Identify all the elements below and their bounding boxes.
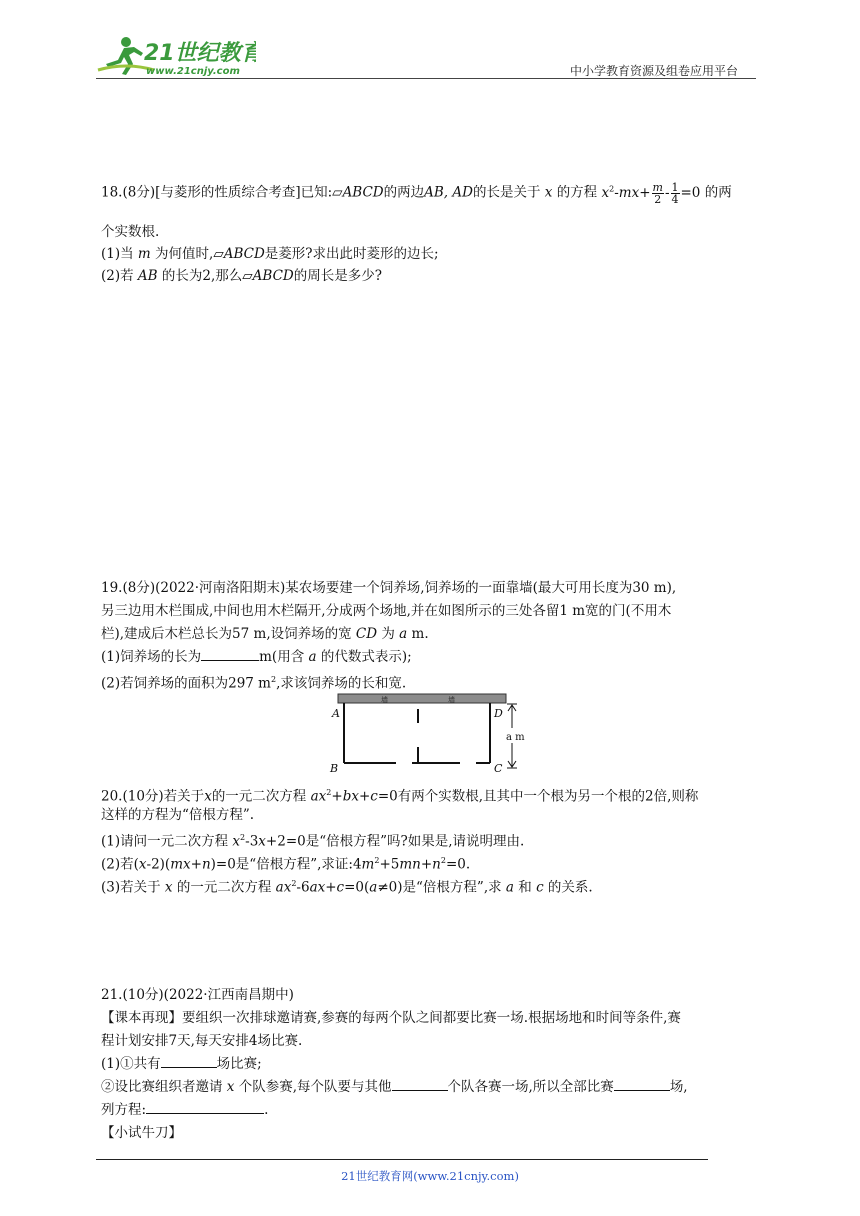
q19-line1: 19.(8分)(2022·河南洛阳期末)某农场要建一个饲养场,饲养场的一面靠墙(最大可用长度为30 m), (101, 580, 677, 596)
q21-part1: (1)①共有 场比赛; (101, 1053, 262, 1075)
answer-blank (161, 1053, 217, 1068)
q21-line1: 21.(10分)(2022·江西南昌期中) (101, 987, 294, 1003)
label-A: A (332, 707, 340, 720)
runner-logo-icon (96, 34, 256, 78)
logo-sub-text: www.21cnjy.com (146, 66, 240, 77)
q18-equation: $x^2-mx+$ $\frac{m}{2}$ - $\frac{1}{4}$ =0 (601, 180, 701, 206)
footer-divider (96, 1159, 708, 1160)
q21-part2: ②设比赛组织者邀请 x 个队参赛,每个队要与其他 个队各赛一场,所以全部比赛 场, (101, 1076, 688, 1098)
fraction-1-over-4: $\frac{1}{4}$ (671, 180, 679, 206)
q19-line2: 另三边用木栏围成,中间也用木栏隔开,分成两个场地,并在如图所示的三处各留1 m宽的门(不用木 (101, 603, 672, 619)
label-D: D (494, 707, 503, 720)
q20-part1: (1)请问一元二次方程 $x^2-3x+2=0$是“倍根方程”吗?如果是,请说明理由. (101, 833, 525, 850)
answer-blank (392, 1076, 448, 1091)
q18-part1: (1)当 m 为何值时,▱ABCD是菱形?求出此时菱形的边长; (101, 246, 439, 262)
q19-part2: (2)若饲养场的面积为297 $m^2$,求该饲养场的长和宽. (101, 675, 407, 692)
q18-part2: (2)若 AB 的长为2,那么▱ABCD的周长是多少? (101, 268, 382, 284)
answer-blank (614, 1076, 670, 1091)
q19-line3: 栏),建成后木栏总长为57 m,设饲养场的宽 CD 为 a m. (101, 626, 429, 642)
label-C: C (494, 762, 503, 775)
header-divider (96, 78, 756, 79)
q20-part3: (3)若关于 x 的一元二次方程 $ax^2-6ax+c=0(a\ne 0)$是“倍根方程”,求 a 和 c 的关系. (101, 879, 593, 896)
site-logo (96, 34, 256, 78)
header-platform-text: 中小学教育资源及组卷应用平台 (570, 64, 739, 78)
q21-part3: 列方程: . (101, 1099, 268, 1121)
wall-label-1: 墙 (381, 696, 388, 704)
q18-line1: 18.(8分)[与菱形的性质综合考查]已知:▱ABCD的两边AB, AD的长是关于 x 的方程 $x^2-mx+$ $\frac{m}{2}$ - $\frac{1}{4}$ =0 的两 (101, 180, 732, 206)
logo-main-text: 21世纪教育 (144, 41, 256, 66)
fraction-m-over-2: $\frac{m}{2}$ (652, 180, 663, 206)
pen-figure (328, 693, 533, 775)
q21-line2: 【课本再现】要组织一次排球邀请赛,参赛的每两个队之间都要比赛一场.根据场地和时间等条件,赛 (101, 1010, 681, 1026)
answer-blank (146, 1099, 264, 1114)
q21-line-last: 【小试牛刀】 (101, 1125, 182, 1141)
wall-bar (338, 694, 506, 703)
q20-part2: (2)若(x-2)(mx+n)=0是“倍根方程”,求证$:4m^2+5mn+n^2=0$. (101, 856, 471, 873)
q21-line3: 程计划安排7天,每天安排4场比赛. (101, 1033, 303, 1049)
q18-line2: 个实数根. (101, 224, 160, 240)
wall-label-2: 墙 (448, 696, 455, 704)
label-B: B (330, 762, 339, 775)
q20-line2: 这样的方程为“倍根方程”. (101, 807, 255, 823)
q20-line1: 20.(10分)若关于x的一元二次方程 $ax^2+bx+c=0$有两个实数根,且其中一个根为另一个根的2倍,则称 (101, 788, 699, 805)
dimension-label: a m (506, 732, 525, 743)
footer-site-link[interactable]: 21世纪教育网(www.21cnjy.com) (341, 1169, 519, 1183)
answer-blank (201, 646, 259, 661)
q19-part1: (1)饲养场的长为 m(用含 a 的代数式表示); (101, 646, 412, 668)
